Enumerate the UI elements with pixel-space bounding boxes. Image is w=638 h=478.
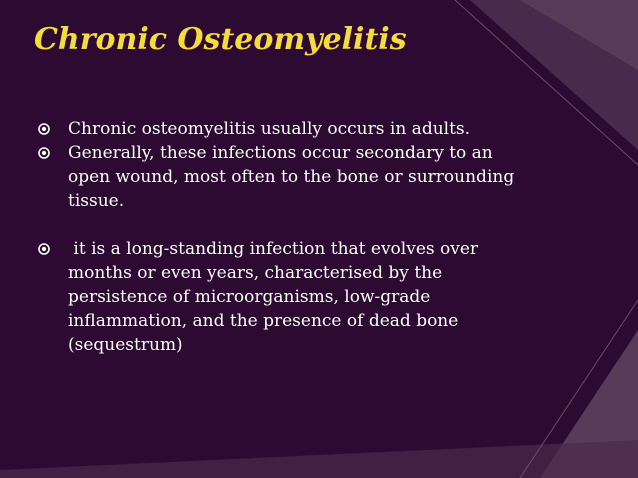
circle-target-icon <box>38 123 50 135</box>
bullet-item <box>38 117 518 141</box>
bullet-text: Generally, these infections occur secondary to an open wound, most often to the bone or surrounding tissue. <box>68 143 515 211</box>
circle-target-icon <box>38 147 50 159</box>
bullet-text: Chronic osteomyelitis usually occurs in adults. <box>68 119 471 139</box>
slide-title: Chronic Osteomyelitis <box>34 22 407 57</box>
bullet-text: it is a long-standing infection that evolves over months or even years, characterised by the persistence of microorganisms, low-grade inflammation, and the presence of dead bone (sequestrum) <box>68 239 484 355</box>
circle-target-icon <box>38 243 50 255</box>
bullet-list <box>38 117 518 357</box>
bullet-item <box>38 237 518 357</box>
bullet-item <box>38 141 518 213</box>
